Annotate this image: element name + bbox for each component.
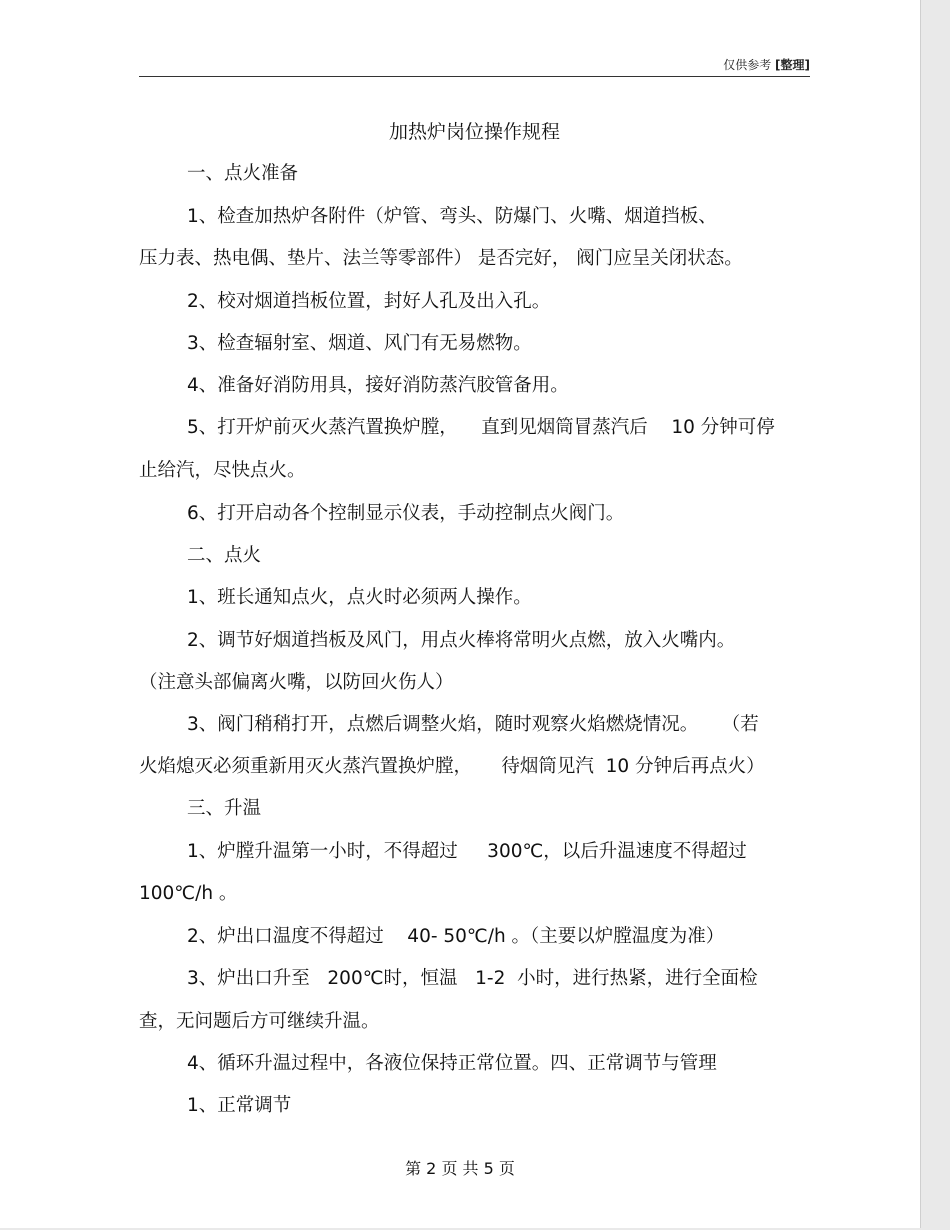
section-heading: 二、点火	[187, 545, 262, 566]
paragraph-line: 1、正常调节	[187, 1095, 292, 1116]
paragraph-line: 5、打开炉前灭火蒸汽置换炉膛， 直到见烟筒冒蒸汽后 10 分钟可停	[187, 417, 775, 438]
paragraph-line: 1、炉膛升温第一小时，不得超过 300℃，以后升温速度不得超过	[187, 841, 747, 862]
paragraph-line: 2、校对烟道挡板位置，封好人孔及出入孔。	[187, 291, 551, 312]
paragraph-line: 6、打开启动各个控制显示仪表，手动控制点火阀门。	[187, 503, 625, 524]
section-heading: 三、升温	[187, 798, 262, 819]
paragraph-line: 100℃/h 。	[139, 883, 238, 904]
header-text: 仅供参考	[723, 58, 776, 72]
paragraph-line: 压力表、热电偶、垫片、法兰等零部件） 是否完好， 阀门应呈关闭状态。	[139, 248, 743, 269]
paragraph-line: 查，无问题后方可继续升温。	[139, 1011, 380, 1032]
page-header	[139, 56, 810, 73]
paragraph-line: 1、检查加热炉各附件（炉管、弯头、防爆门、火嘴、烟道挡板、	[187, 206, 717, 227]
section-heading: 一、点火准备	[187, 163, 299, 184]
paragraph-line: 4、循环升温过程中，各液位保持正常位置。四、正常调节与管理	[187, 1053, 717, 1074]
page-footer: 第 2 页 共 5 页	[405, 1159, 515, 1178]
header-rule	[139, 76, 810, 77]
paragraph-line: 2、调节好烟道挡板及风门，用点火棒将常明火点燃，放入火嘴内。	[187, 630, 736, 651]
paragraph-line: 火焰熄灭必须重新用灭火蒸汽置换炉膛， 待烟筒见汽 10 分钟后再点火）	[139, 756, 765, 777]
document-title: 加热炉岗位操作规程	[388, 121, 560, 143]
paragraph-line: 3、阀门稍稍打开，点燃后调整火焰，随时观察火焰燃烧情况。 （若	[187, 714, 759, 735]
paragraph-line: 1、班长通知点火，点火时必须两人操作。	[187, 587, 532, 608]
paragraph-line: （注意头部偏离火嘴，以防回火伤人）	[139, 672, 454, 693]
paragraph-line: 4、准备好消防用具，接好消防蒸汽胶管备用。	[187, 375, 569, 396]
paragraph-line: 3、炉出口升至 200℃时，恒温 1-2 小时，进行热紧，进行全面检	[187, 968, 758, 989]
paragraph-line: 2、炉出口温度不得超过 40- 50℃/h 。（主要以炉膛温度为准）	[187, 926, 725, 947]
header-tag: [整理]	[775, 58, 810, 72]
paragraph-line: 止给汽，尽快点火。	[139, 460, 306, 481]
paragraph-line: 3、检查辐射室、烟道、风门有无易燃物。	[187, 333, 532, 354]
